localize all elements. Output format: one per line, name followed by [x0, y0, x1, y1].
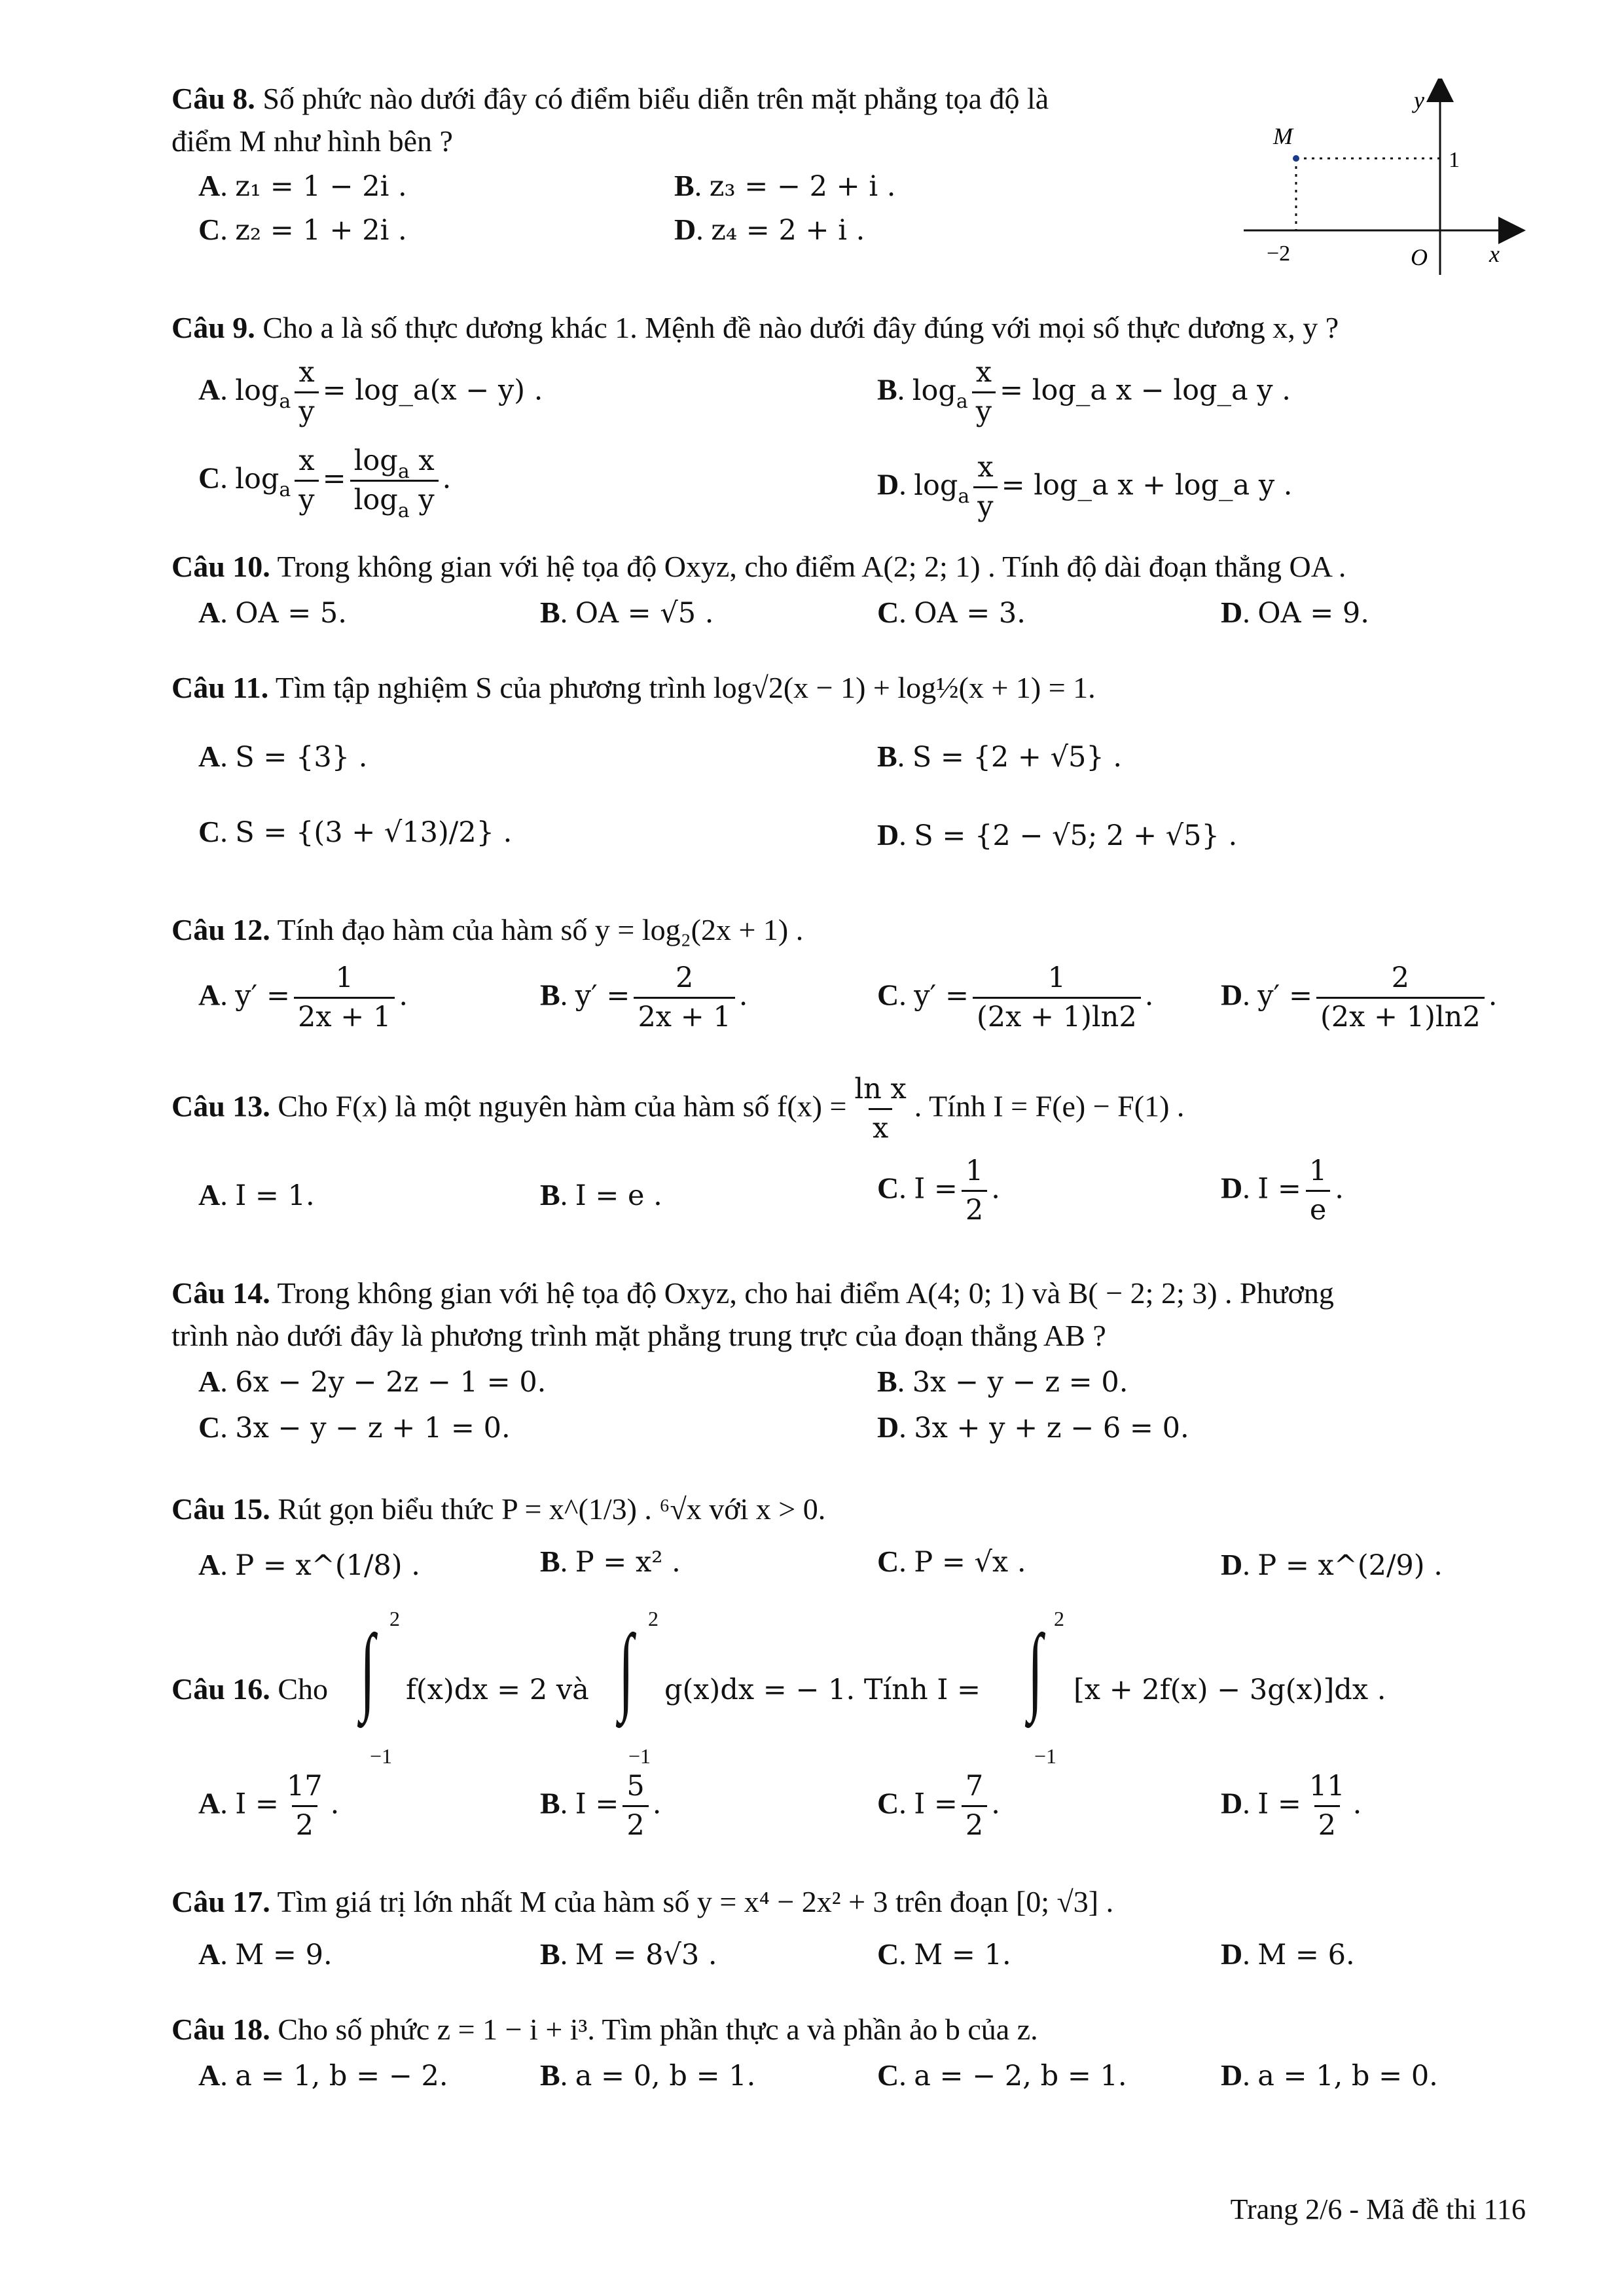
q8-option-c[interactable]: C. z₂ = 1 + 2i . [198, 213, 407, 247]
q13-option-c[interactable]: C. I = $\frac{1}{2}$ . [877, 1155, 1000, 1227]
q17-option-b[interactable]: B. M = 8√3 . [540, 1937, 717, 1971]
q17-option-d[interactable]: D. M = 6. [1221, 1937, 1355, 1971]
q8-stem-line2: điểm M như hình bên ? [171, 124, 453, 158]
point-m-label: M [1273, 123, 1293, 149]
q12-option-a[interactable]: A. y′ = $\frac{1}{2x + 1}$ . [198, 961, 408, 1034]
q13-option-d[interactable]: D. I = $\frac{1}{e}$ . [1221, 1155, 1344, 1227]
integral-3-body: [x + 2f(x) − 3g(x)]dx . [1074, 1674, 1386, 1706]
integral-1-body: f(x)dx = 2 và [406, 1674, 589, 1706]
integral-2-upper: 2 [648, 1607, 659, 1630]
q12-stem: Câu 12. Tính đạo hàm của hàm số y = log₂(2x + 1) . [171, 913, 804, 946]
q18-option-c[interactable]: C. a = − 2, b = 1. [877, 2058, 1127, 2092]
q9-option-d[interactable]: D. $\log_a$ $\frac{x}{y}$ = log_a x + log_a y . [877, 451, 1293, 524]
integral-3-lower: −1 [1034, 1744, 1057, 1768]
q13-option-b[interactable]: B. I = e . [540, 1178, 662, 1212]
q15-option-c[interactable]: C. P = √x . [877, 1545, 1026, 1579]
q9-option-c[interactable]: C. $\log_a$ $\frac{x}{y}$ = $\frac{\log_a x}{\log_a y}$ . [198, 444, 452, 523]
integral-2-lower: −1 [628, 1744, 651, 1768]
q16-option-a[interactable]: A. I = $\frac{17}{2}$ . [198, 1770, 340, 1842]
q13-option-a[interactable]: A. I = 1. [198, 1178, 315, 1212]
q16-option-d[interactable]: D. I = $\frac{11}{2}$ . [1221, 1770, 1362, 1842]
q17-option-c[interactable]: C. M = 1. [877, 1937, 1011, 1971]
q10-option-a[interactable]: A. OA = 5. [198, 596, 347, 630]
q10-option-c[interactable]: C. OA = 3. [877, 596, 1026, 630]
q12-option-d[interactable]: D. y′ = $\frac{2}{(2x + 1)\ln 2}$ . [1221, 961, 1498, 1034]
integral-sign-1: ∫ [360, 1615, 375, 1723]
q16-option-b[interactable]: B. I = $\frac{5}{2}$ . [540, 1770, 662, 1842]
tick-y-label: 1 [1449, 148, 1460, 172]
q11-stem: Câu 11. Tìm tập nghiệm S của phương trình log√2(x − 1) + log½(x + 1) = 1. [171, 671, 1096, 704]
integral-3-upper: 2 [1054, 1607, 1064, 1630]
q9-stem: Câu 9. Cho a là số thực dương khác 1. Mệnh đề nào dưới đây đúng với mọi số thực dương x, y ? [171, 311, 1339, 344]
tick-x-label: −2 [1267, 242, 1291, 266]
q16-option-c[interactable]: C. I = $\frac{7}{2}$ . [877, 1770, 1000, 1842]
q15-option-b[interactable]: B. P = x² . [540, 1545, 681, 1579]
q11-option-b[interactable]: B. S = {2 + √5} . [877, 740, 1123, 774]
q14-option-a[interactable]: A. 6x − 2y − 2z − 1 = 0. [198, 1365, 547, 1399]
integral-1-lower: −1 [370, 1744, 393, 1768]
q15-stem: Câu 15. Rút gọn biểu thức P = x^(1/3) . ⁶√x với x > 0. [171, 1492, 826, 1526]
q11-option-c[interactable]: C. S = {(3 + √13)/2} . [198, 815, 513, 849]
q8-stem-line1: Câu 8. Số phức nào dưới đây có điểm biểu diễn trên mặt phẳng tọa độ là [171, 82, 1049, 115]
q15-option-d[interactable]: D. P = x^(2/9) . [1221, 1548, 1443, 1582]
q14-option-d[interactable]: D. 3x + y + z − 6 = 0. [877, 1410, 1189, 1444]
q8-option-d[interactable]: D. z₄ = 2 + i . [674, 213, 865, 247]
q14-stem-line2: trình nào dưới đây là phương trình mặt phẳng trung trực của đoạn thẳng AB ? [171, 1319, 1106, 1352]
q8-coordinate-figure [1231, 79, 1532, 288]
page-footer: Trang 2/6 - Mã đề thi 116 [1230, 2193, 1526, 2225]
q17-stem: Câu 17. Tìm giá trị lớn nhất M của hàm số y = x⁴ − 2x² + 3 trên đoạn [0; √3] . [171, 1885, 1114, 1918]
q12-option-b[interactable]: B. y′ = $\frac{2}{2x + 1}$ . [540, 961, 748, 1034]
q15-option-a[interactable]: A. P = x^(1/8) . [198, 1548, 420, 1582]
integral-sign-3: ∫ [1028, 1615, 1043, 1723]
integral-sign-2: ∫ [619, 1615, 634, 1723]
q10-stem: Câu 10. Trong không gian với hệ tọa độ Oxyz, cho điểm A(2; 2; 1) . Tính độ dài đoạn thẳng OA . [171, 550, 1346, 583]
q13-stem: Câu 13. Cho F(x) là một nguyên hàm của hàm số f(x) = $\frac{\text{ln x}}{x}$ . Tính I = F(e) − F(1) . [171, 1073, 1185, 1145]
origin-label: O [1411, 244, 1428, 270]
q11-option-a[interactable]: A. S = {3} . [198, 740, 368, 774]
integral-2-body: g(x)dx = − 1. Tính I = [664, 1674, 981, 1706]
q14-option-c[interactable]: C. 3x − y − z + 1 = 0. [198, 1410, 511, 1444]
q18-option-a[interactable]: A. a = 1, b = − 2. [198, 2058, 448, 2092]
q14-stem-line1: Câu 14. Trong không gian với hệ tọa độ Oxyz, cho hai điểm A(4; 0; 1) và B( − 2; 2; 3) . Phương [171, 1276, 1334, 1310]
q9-option-a[interactable]: A. $\log_a$ $\frac{x}{y}$ = log_a(x − y) . [198, 356, 543, 429]
q14-option-b[interactable]: B. 3x − y − z = 0. [877, 1365, 1128, 1399]
q18-option-b[interactable]: B. a = 0, b = 1. [540, 2058, 756, 2092]
q10-option-b[interactable]: B. OA = √5 . [540, 596, 714, 630]
y-axis-label: y [1414, 87, 1424, 113]
q8-option-b[interactable]: B. z₃ = − 2 + i . [674, 169, 896, 203]
q9-option-b[interactable]: B. $\log_a$ $\frac{x}{y}$ = log_a x − log_a y . [877, 356, 1291, 429]
q12-option-c[interactable]: C. y′ = $\frac{1}{(2x + 1)\ln 2}$ . [877, 961, 1154, 1034]
q8-option-a[interactable]: A. z₁ = 1 − 2i . [198, 169, 407, 203]
q17-option-a[interactable]: A. M = 9. [198, 1937, 333, 1971]
q11-option-d[interactable]: D. S = {2 − √5; 2 + √5} . [877, 818, 1238, 852]
q18-option-d[interactable]: D. a = 1, b = 0. [1221, 2058, 1438, 2092]
q18-stem: Câu 18. Cho số phức z = 1 − i + i³. Tìm phần thực a và phần ảo b của z. [171, 2013, 1038, 2046]
q16-stem-label: Câu 16. Cho [171, 1672, 328, 1706]
point-m [1293, 155, 1299, 162]
integral-1-upper: 2 [389, 1607, 400, 1630]
x-axis-label: x [1489, 241, 1500, 267]
q10-option-d[interactable]: D. OA = 9. [1221, 596, 1369, 630]
